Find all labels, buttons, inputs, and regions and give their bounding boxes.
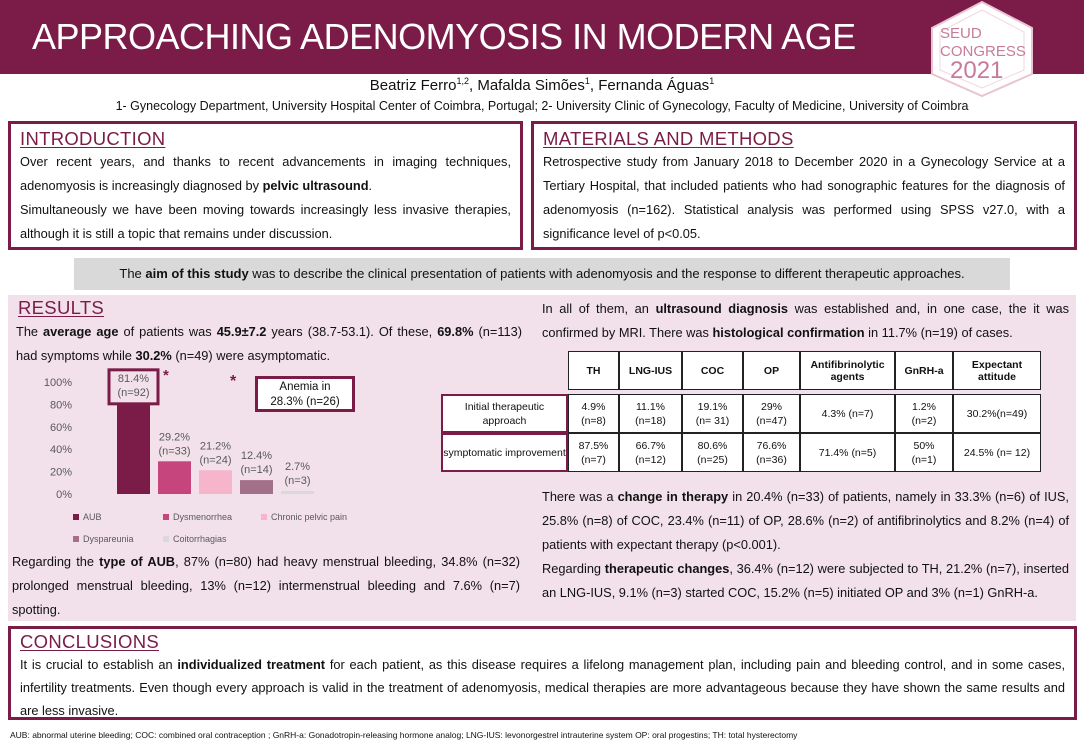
therapy-table xyxy=(441,351,1041,472)
author-name: Fernanda Águas xyxy=(598,77,710,94)
table-header-row xyxy=(441,351,1041,390)
legend-label: Chronic pelvic pain xyxy=(271,512,348,522)
bar-chronic-pelvic-pain xyxy=(199,470,232,494)
table-cell: 24.5% (n= 12) xyxy=(953,433,1041,472)
authors-line: Beatriz Ferro$^{1,2}$, Mafalda Simões$^1$, Fernanda Águas$^1$ xyxy=(369,76,715,94)
introduction-paragraph-2: Simultaneously we have been moving towards increasingly less invasive therapies, although it is still a topic that remains under discussion. xyxy=(20,202,511,241)
methods-paragraph: Retrospective study from January 2018 to December 2020 in a Gynecology Service at a Tertiary Hospital, that included patients who had sonographic features for the diagnosis of adenomyosis (n=162). Statistical analysis was performed using SPSS v27.0, with a significance level of p<0.05. xyxy=(543,154,1065,241)
table-cell: 66.7% (n=12) xyxy=(619,433,682,472)
data-label: 21.2% xyxy=(199,440,232,453)
poster-title: APPROACHING ADENOMYOSIS IN MODERN AGE xyxy=(32,16,856,57)
table-cell: 30.2%(n=49) xyxy=(953,394,1041,433)
table-cell: 80.6% (n=25) xyxy=(682,433,743,472)
legend-label: Coitorrhagias xyxy=(173,534,227,544)
table-cell: 29% (n=47) xyxy=(743,394,800,433)
results-paragraph-diagnosis: In all of them, an ultrasound diagnosis was established and, in one case, the it was confirmed by MRI. There was histological confirmation in 11.7% (n=19) of cases. xyxy=(542,301,1069,340)
table-header: GnRH-a xyxy=(895,351,953,390)
table-row-label: Initial therapeutic approach xyxy=(441,394,568,433)
results-paragraph-aub: Regarding the type of AUB, 87% (n=80) had heavy menstrual bleeding, 34.8% (n=32) prolonged menstrual bleeding, 13% (n=12) intermenstrual bleeding and 7.6% (n=7) spotting. xyxy=(12,554,520,617)
table-header: COC xyxy=(682,351,743,390)
aim-statement: The aim of this study was to describe the clinical presentation of patients with adenomyosis and the response to different therapeutic approaches. xyxy=(74,258,1010,290)
data-label: 2.7% xyxy=(284,460,311,473)
y-tick-label: 40% xyxy=(49,444,72,457)
legend-label: Dyspareunia xyxy=(83,534,134,544)
results-paragraph-therapy-change: There was a change in therapy in 20.4% (n=33) of patients, namely in 33.3% (n=6) of IUS, 25.8% (n=8) of COC, 23.4% (n=11) of OP, 28.6% (n=2) of antifibrinolytics and 8.2% (n=4) of patients with expectant therapy (p<0.001). Regarding therapeutic changes, 36.4% (n=12) were subjected to TH, 21.2% (n=7), inserted an LNG-IUS, 9.1% (n=3) started COC, 15.2% (n=5) initiated OP and 3% (n=1) GnRH-a. xyxy=(542,489,1070,600)
results-title: RESULTS xyxy=(18,297,105,318)
logo-seud: SEUD xyxy=(940,25,982,42)
anemia-asterisk: * xyxy=(230,373,237,390)
legend-swatch xyxy=(163,514,169,520)
table-cell: 87.5% (n=7) xyxy=(568,433,619,472)
y-tick-label: 20% xyxy=(49,466,72,479)
abbreviations-footnote: AUB: abnormal uterine bleeding; COC: combined oral contraception ; GnRH-a: Gonadotropin-releasing hormone analog; LNG-IUS: levonorgestrel intrauterine system OP: oral progestins; TH: total hysterectomy xyxy=(10,730,798,740)
legend-swatch xyxy=(73,536,79,542)
table-header: TH xyxy=(568,351,619,390)
conclusions-section xyxy=(8,626,1077,720)
introduction-paragraph-1: Over recent years, and thanks to recent advancements in imaging techniques, adenomyosis is increasingly diagnosed by pelvic ultrasound. xyxy=(20,154,511,193)
y-tick-label: 0% xyxy=(56,489,72,501)
legend-label: Dysmenorrhea xyxy=(173,512,233,522)
table-cell: 71.4% (n=5) xyxy=(800,433,895,472)
table-cell: 11.1% (n=18) xyxy=(619,394,682,433)
table-header: OP xyxy=(743,351,800,390)
data-label: 81.4% xyxy=(117,372,150,385)
data-label: 12.4% xyxy=(240,450,273,463)
bar-aub xyxy=(117,403,150,494)
table-row-label: symptomatic improvement xyxy=(441,433,568,472)
legend-label: AUB xyxy=(83,512,102,522)
y-tick-label: 100% xyxy=(43,377,72,389)
table-cell: 1.2% (n=2) xyxy=(895,394,953,433)
bar-coitorrhagias xyxy=(281,491,314,494)
author-name: Mafalda Simões xyxy=(477,77,585,94)
bar-dysmenorrhea xyxy=(158,461,191,494)
affiliations: 1- Gynecology Department, University Hospital Center of Coimbra, Portugal; 2- University Clinic of Gynecology, Faculty of Medicine, University of Coimbra xyxy=(115,99,969,113)
table-cell: 4.9% (n=8) xyxy=(568,394,619,433)
introduction-section xyxy=(8,121,523,250)
introduction-title: INTRODUCTION xyxy=(20,128,166,149)
results-section xyxy=(8,295,1076,621)
logo-year: 2021 xyxy=(950,57,1004,84)
table-header: Antifibrinolytic agents xyxy=(800,351,895,390)
conclusions-title: CONCLUSIONS xyxy=(20,631,159,652)
data-label-count: (n=24) xyxy=(199,454,232,467)
table-cell: 76.6% (n=36) xyxy=(743,433,800,472)
conclusions-paragraph: It is crucial to establish an individualized treatment for each patient, as this disease requires a lifelong management plan, including pain and bleeding control, and in some cases, infertility treatments. Even though every approach is valid in the treatment of adenomyosis, medical therapies are more advantageous because they have shown the same results and are less invasive. xyxy=(20,657,1066,718)
logo-congress: CONGRESS xyxy=(940,43,1026,60)
author-affiliation-mark: 1 xyxy=(584,76,590,86)
legend-swatch xyxy=(73,514,79,520)
y-tick-label: 60% xyxy=(49,421,72,434)
bar-dyspareunia xyxy=(240,480,273,494)
results-paragraph-age: The average age of patients was 45.9±7.2 years (38.7-53.1). Of these, 69.8% (n=113) had symptoms while 30.2% (n=49) were asymptomatic. xyxy=(16,324,522,363)
table-row xyxy=(441,394,1041,433)
author-affiliation-mark: 1,2 xyxy=(456,76,469,86)
methods-section xyxy=(531,121,1077,250)
data-label: 29.2% xyxy=(158,431,191,444)
table-header: LNG-IUS xyxy=(619,351,682,390)
legend-swatch xyxy=(163,536,169,542)
legend-swatch xyxy=(261,514,267,520)
table-row xyxy=(441,433,1041,472)
table-header: Expectant attitude xyxy=(953,351,1041,390)
author-affiliation-mark: 1 xyxy=(709,76,715,86)
data-label-count: (n=92) xyxy=(117,386,150,399)
anemia-callout: Anemia in 28.3% (n=26) xyxy=(255,376,355,412)
table-cell: 50% (n=1) xyxy=(895,433,953,472)
y-tick-label: 80% xyxy=(49,399,72,412)
table-cell: 4.3% (n=7) xyxy=(800,394,895,433)
table-cell: 19.1% (n= 31) xyxy=(682,394,743,433)
data-label-count: (n=33) xyxy=(158,445,191,458)
highlight-asterisk: * xyxy=(163,366,169,384)
data-label-count: (n=3) xyxy=(284,474,311,487)
author-name: Beatriz Ferro xyxy=(369,77,457,94)
data-label-count: (n=14) xyxy=(240,464,273,477)
methods-title: MATERIALS AND METHODS xyxy=(543,128,794,149)
